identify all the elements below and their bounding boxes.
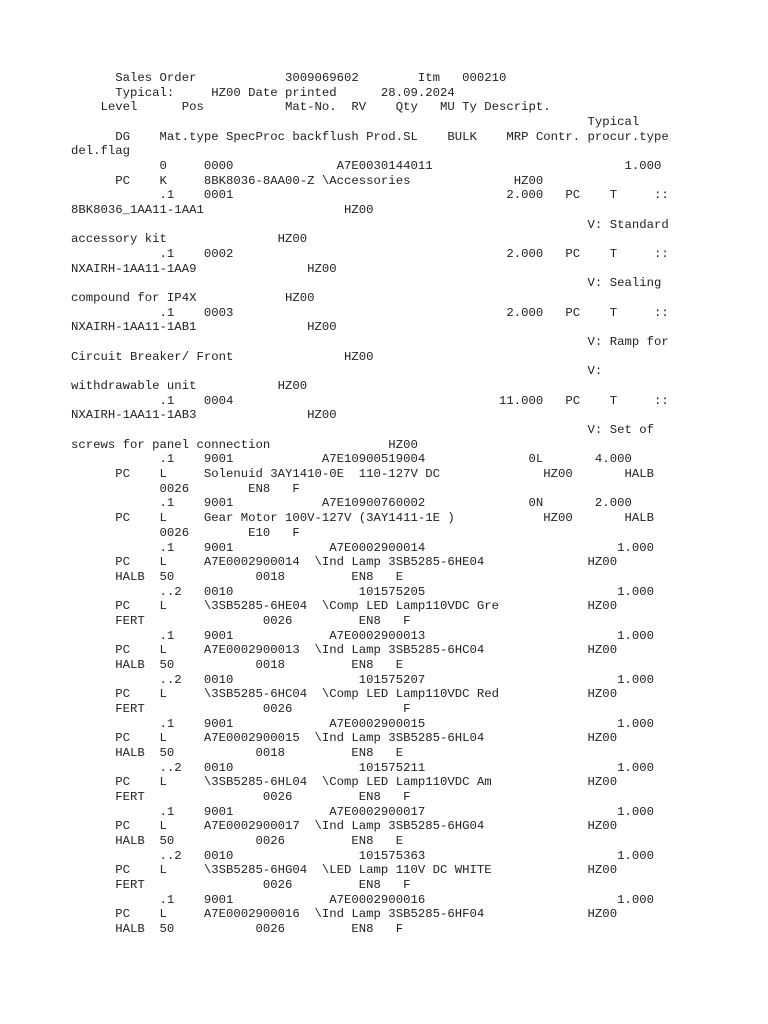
bom-printout	[71, 71, 669, 937]
document-line: .1 0001 2.000 PC T ::	[71, 188, 669, 203]
document-line: .1 9001 A7E0002900013 1.000	[71, 628, 654, 643]
document-line: PC L A7E0002900017 \Ind Lamp 3SB5285-6HG04 HZ00	[71, 819, 618, 834]
document-line: FERT 0026 F	[71, 701, 411, 716]
document-line: .1 9001 A7E0002900016 1.000	[71, 892, 654, 907]
document-line: NXAIRH-1AA11-1AB1 HZ00	[71, 320, 337, 335]
document-line: FERT 0026 EN8 F	[71, 877, 411, 892]
document-line: .1 9001 A7E0002900015 1.000	[71, 716, 654, 731]
document-line: HALB 50 0026 EN8 E	[71, 833, 404, 848]
document-line: screws for panel connection HZ00	[71, 437, 418, 452]
document-line: ..2 0010 101575207 1.000	[71, 672, 654, 687]
document-line: FERT 0026 EN8 F	[71, 613, 411, 628]
document-line: .1 0003 2.000 PC T ::	[71, 305, 669, 320]
document-line: HALB 50 0018 EN8 E	[71, 745, 404, 760]
document-line: PC L A7E0002900016 \Ind Lamp 3SB5285-6HF04 HZ00	[71, 907, 618, 922]
document-line: NXAIRH-1AA11-1AA9 HZ00	[71, 261, 337, 276]
document-line: compound for IP4X HZ00	[71, 291, 315, 306]
document-line: withdrawable unit HZ00	[71, 379, 308, 394]
document-line: PC K 8BK8036-8AA00-Z \Accessories HZ00	[71, 173, 544, 188]
document-line: PC L A7E0002900014 \Ind Lamp 3SB5285-6HE04 HZ00	[71, 555, 618, 570]
document-line: DG Mat.type SpecProc backflush Prod.SL BULK MRP Contr. procur.type	[71, 129, 669, 144]
document-line: .1 0004 11.000 PC T ::	[71, 393, 669, 408]
document-line: ..2 0010 101575363 1.000	[71, 848, 654, 863]
document-line: del.flag	[71, 144, 131, 159]
document-line: PC L \3SB5285-6HL04 \Comp LED Lamp110VDC Am HZ00	[71, 775, 618, 790]
document-line: 0 0000 A7E0030144011 1.000	[71, 159, 662, 174]
document-line: V: Set of	[71, 423, 654, 438]
document-line: PC L \3SB5285-6HE04 \Comp LED Lamp110VDC Gre HZ00	[71, 599, 618, 614]
document-line: PC L A7E0002900013 \Ind Lamp 3SB5285-6HC04 HZ00	[71, 643, 618, 658]
document-line: Circuit Breaker/ Front HZ00	[71, 349, 374, 364]
document-line: V: Sealing	[71, 276, 662, 291]
document-line: Sales Order 3009069602 Itm 000210	[71, 71, 507, 85]
document-line: Level Pos Mat-No. RV Qty MU Ty Descript.	[71, 100, 551, 115]
document-line: accessory kit HZ00	[71, 232, 308, 247]
document-line: .1 9001 A7E10900760002 0N 2.000	[71, 496, 632, 511]
document-line: 0026 E10 F	[71, 525, 300, 540]
document-line: V: Ramp for	[71, 335, 669, 350]
document-line: Typical: HZ00 Date printed 28.09.2024	[71, 85, 455, 100]
document-line: .1 0002 2.000 PC T ::	[71, 247, 669, 262]
document-line: .1 9001 A7E0002900014 1.000	[71, 540, 654, 555]
document-line: V:	[71, 364, 603, 379]
document-line: NXAIRH-1AA11-1AB3 HZ00	[71, 408, 337, 423]
document-line: 0026 EN8 F	[71, 481, 300, 496]
document-line: HALB 50 0018 EN8 E	[71, 657, 404, 672]
document-line: HALB 50 0018 EN8 E	[71, 569, 404, 584]
document-line: 8BK8036_1AA11-1AA1 HZ00	[71, 203, 374, 218]
document-line: PC L Gear Motor 100V-127V (3AY1411-1E ) HZ00 HALB	[71, 511, 654, 526]
document-line: PC L \3SB5285-6HC04 \Comp LED Lamp110VDC Red HZ00	[71, 687, 618, 702]
document-line: PC L Solenuid 3AY1410-0E 110-127V DC HZ00 HALB	[71, 467, 654, 482]
document-line: FERT 0026 EN8 F	[71, 789, 411, 804]
document-line: Typical	[71, 115, 640, 130]
document-line: PC L \3SB5285-6HG04 \LED Lamp 110V DC WHITE HZ00	[71, 863, 618, 878]
document-line: PC L A7E0002900015 \Ind Lamp 3SB5285-6HL04 HZ00	[71, 731, 618, 746]
document-line: .1 9001 A7E0002900017 1.000	[71, 804, 654, 819]
document-line: ..2 0010 101575205 1.000	[71, 584, 654, 599]
document-line: ..2 0010 101575211 1.000	[71, 760, 654, 775]
document-line: V: Standard	[71, 217, 669, 232]
document-line: .1 9001 A7E10900519004 0L 4.000	[71, 452, 632, 467]
document-line: HALB 50 0026 EN8 F	[71, 921, 404, 936]
